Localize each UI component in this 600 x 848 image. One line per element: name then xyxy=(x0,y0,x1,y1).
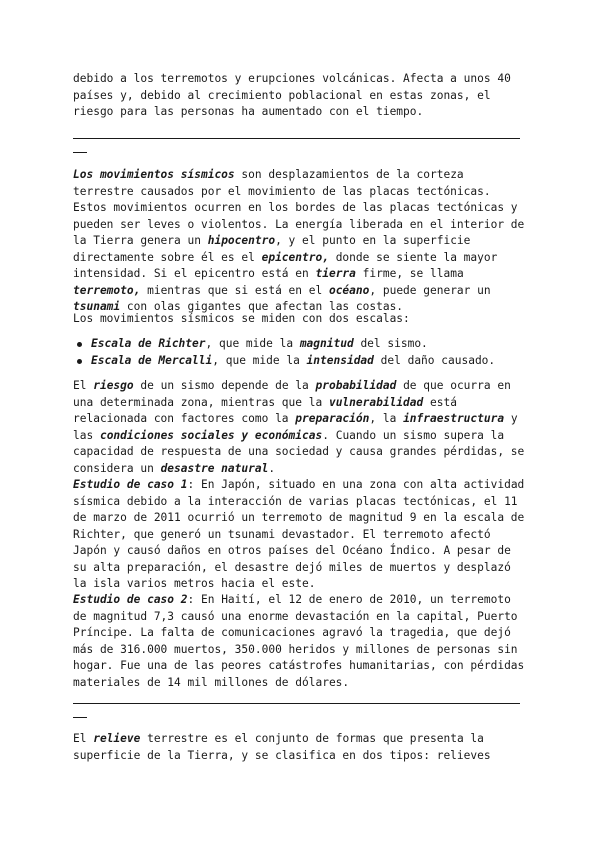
term: probabilidad xyxy=(315,379,397,392)
divider-tail xyxy=(73,717,87,718)
text: , y el punto en la superficie directamente sobre él es el xyxy=(73,234,471,264)
text: donde se siente la mayor intensidad. Si el epicentro está en xyxy=(73,250,498,280)
text: : En Haití, el 12 de enero de 2010, un terremoto de magnitud 7,3 causó una enorme devastación en la capital, Puerto Príncipe. La falta de comunicaciones agravó la tragedia, que dejó más de 316.000 muertos, 350.000 heridos y millones de personas sin hogar. Fue una de las peores catástrofes humanitarias, con pérdidas materiales de 14 mil millones de dólares. xyxy=(73,593,525,689)
term: Los movimientos sísmicos xyxy=(73,168,235,181)
divider-tail xyxy=(73,152,87,153)
term: riesgo xyxy=(93,379,134,392)
term: hipocentro xyxy=(207,234,276,247)
term: tsunami xyxy=(73,300,121,313)
term: magnitud xyxy=(299,337,354,350)
text: del sismo. xyxy=(353,337,428,350)
text: . Cuando un sismo supera la capacidad de respuesta de una sociedad y causa grandes pérdidas, se considera un xyxy=(73,428,525,475)
text: con olas gigantes que afectan las costas. xyxy=(120,300,404,313)
paragraph-caso-haiti xyxy=(73,592,528,691)
text: mientras que si está en el xyxy=(140,283,329,297)
term: tierra xyxy=(315,267,356,280)
term: relieve xyxy=(93,732,141,745)
divider xyxy=(73,703,520,704)
text: El xyxy=(73,379,94,392)
text: . xyxy=(268,461,276,475)
paragraph-riesgo xyxy=(73,378,528,477)
text: de que ocurra en una determinada zona, mientras que la xyxy=(73,379,511,409)
text: firme, se llama xyxy=(355,267,464,280)
term: vulnerabilidad xyxy=(328,395,424,409)
text: Los movimientos sísmicos se miden con dos escalas: xyxy=(73,312,410,325)
divider xyxy=(73,138,520,139)
paragraph-riesgo-volcanico xyxy=(73,71,528,121)
list-escalas xyxy=(73,336,528,369)
paragraph-movimientos-sismicos xyxy=(73,167,528,316)
term: Escala de Mercalli xyxy=(91,353,213,367)
term: preparación xyxy=(295,412,370,425)
term: terremoto, xyxy=(73,283,141,297)
case-label: Estudio de caso 2 xyxy=(73,593,188,606)
term: océano xyxy=(328,283,370,297)
text: , la xyxy=(369,412,404,425)
text: , que mide la xyxy=(205,337,300,350)
term: epicentro, xyxy=(261,250,329,264)
case-label: Estudio de caso 1 xyxy=(73,478,188,491)
paragraph-relieve xyxy=(73,731,528,764)
term: Escala de Richter xyxy=(91,337,206,350)
list-item xyxy=(73,336,528,353)
text: de un sismo depende de la xyxy=(133,379,316,392)
paragraph-caso-japon xyxy=(73,477,528,593)
text: del daño causado. xyxy=(373,353,496,367)
text: , puede generar un xyxy=(369,283,491,297)
text: son desplazamientos de la corteza terrestre causados por el movimiento de las placas tectónicas. Estos movimientos ocurren en los bordes de las placas tectónicas y pueden ser leves o violentos. La energía liberada en el interior de la Tierra genera un xyxy=(73,168,525,247)
text: : En Japón, situado en una zona con alta actividad sísmica debido a la interacción de varias placas tectónicas, el 11 de marzo de 2011 ocurrió un terremoto de magnitud 9 en la escala de Richter, que generó un tsunami devastador. El terremoto afectó Japón y causó daños en otros países del Océano Índico. A pesar de su alta preparación, el desastre dejó miles de muertos y desplazó la isla varios metros hacia el este. xyxy=(73,478,525,590)
term: condiciones sociales y económicas xyxy=(99,428,323,442)
term: infraestructura xyxy=(403,412,505,425)
text: debido a los terremotos y erupciones volcánicas. Afecta a unos 40 países y, debido al crecimiento poblacional en estas zonas, el riesgo para las personas ha aumentado con el tiempo. xyxy=(73,72,511,118)
list-item xyxy=(73,353,528,370)
term: desastre natural xyxy=(160,461,269,475)
text: , que mide la xyxy=(212,353,307,367)
text: El xyxy=(73,732,94,745)
term: intensidad xyxy=(306,353,374,367)
text: está relacionada con factores como la xyxy=(73,395,457,425)
paragraph-escalas xyxy=(73,311,528,328)
text: terrestre es el conjunto de formas que presenta la superficie de la Tierra, y se clasifica en dos tipos: relieves xyxy=(73,732,491,762)
text: y las xyxy=(73,412,518,442)
